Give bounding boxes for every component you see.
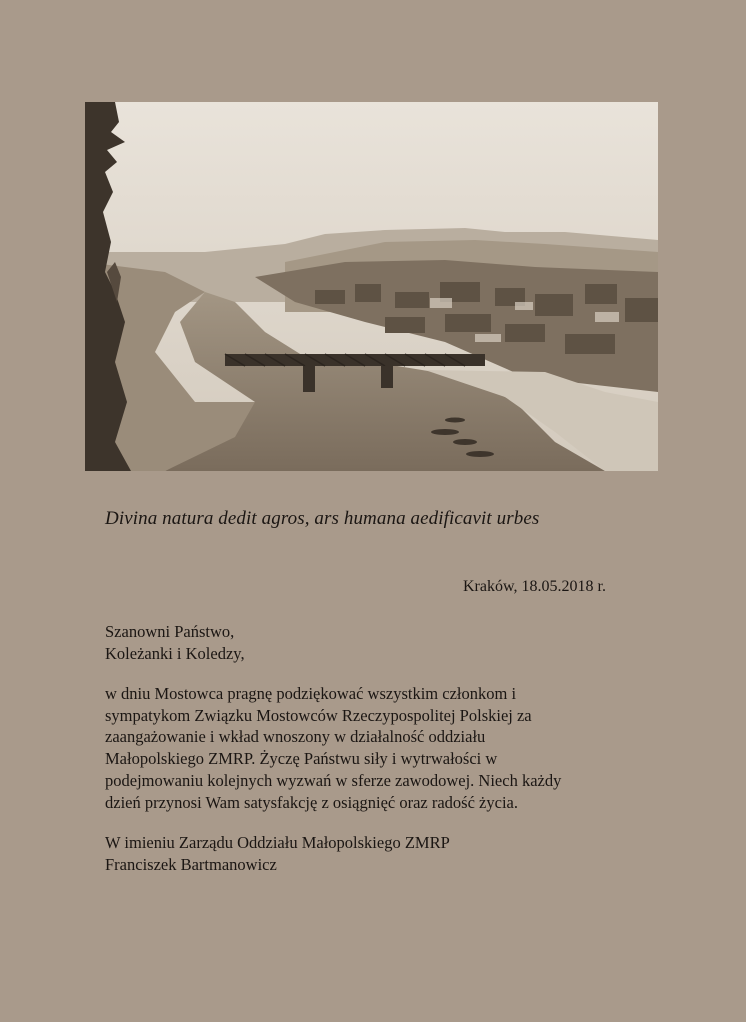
signature-line: W imieniu Zarządu Oddziału Małopolskiego ZMRP <box>105 833 450 852</box>
salutation-line: Szanowni Państwo, <box>105 622 235 641</box>
salutation <box>105 621 245 664</box>
body-line: zaangażowanie i wkład wnoszony w działalność oddziału <box>105 727 486 747</box>
photo-illustration <box>85 102 658 471</box>
signature-block <box>105 832 450 875</box>
body-line: sympatykom Związku Mostowców Rzeczypospolitej Polskiej za <box>105 705 532 725</box>
body-line: Małopolskiego ZMRP. Życzę Państwu siły i wytrwałości w <box>105 749 498 769</box>
letter-date: Kraków, 18.05.2018 r. <box>463 578 606 595</box>
salutation-line: Koleżanki i Koledzy, <box>105 643 245 663</box>
body-line: dzień przynosi Wam satysfakcję z osiągnięć oraz radość życia. <box>105 792 518 812</box>
body-line: podejmowaniu kolejnych wyzwań w sferze zawodowej. Niech każdy <box>105 770 562 790</box>
body-line: w dniu Mostowca pragnę podziękować wszystkim członkom i <box>105 684 517 703</box>
latin-motto: Divina natura dedit agros, ars humana aedificavit urbes <box>105 508 540 529</box>
signature-name: Franciszek Bartmanowicz <box>105 854 277 874</box>
historic-photo-river-bridge <box>85 102 658 471</box>
letter-body <box>105 683 561 813</box>
